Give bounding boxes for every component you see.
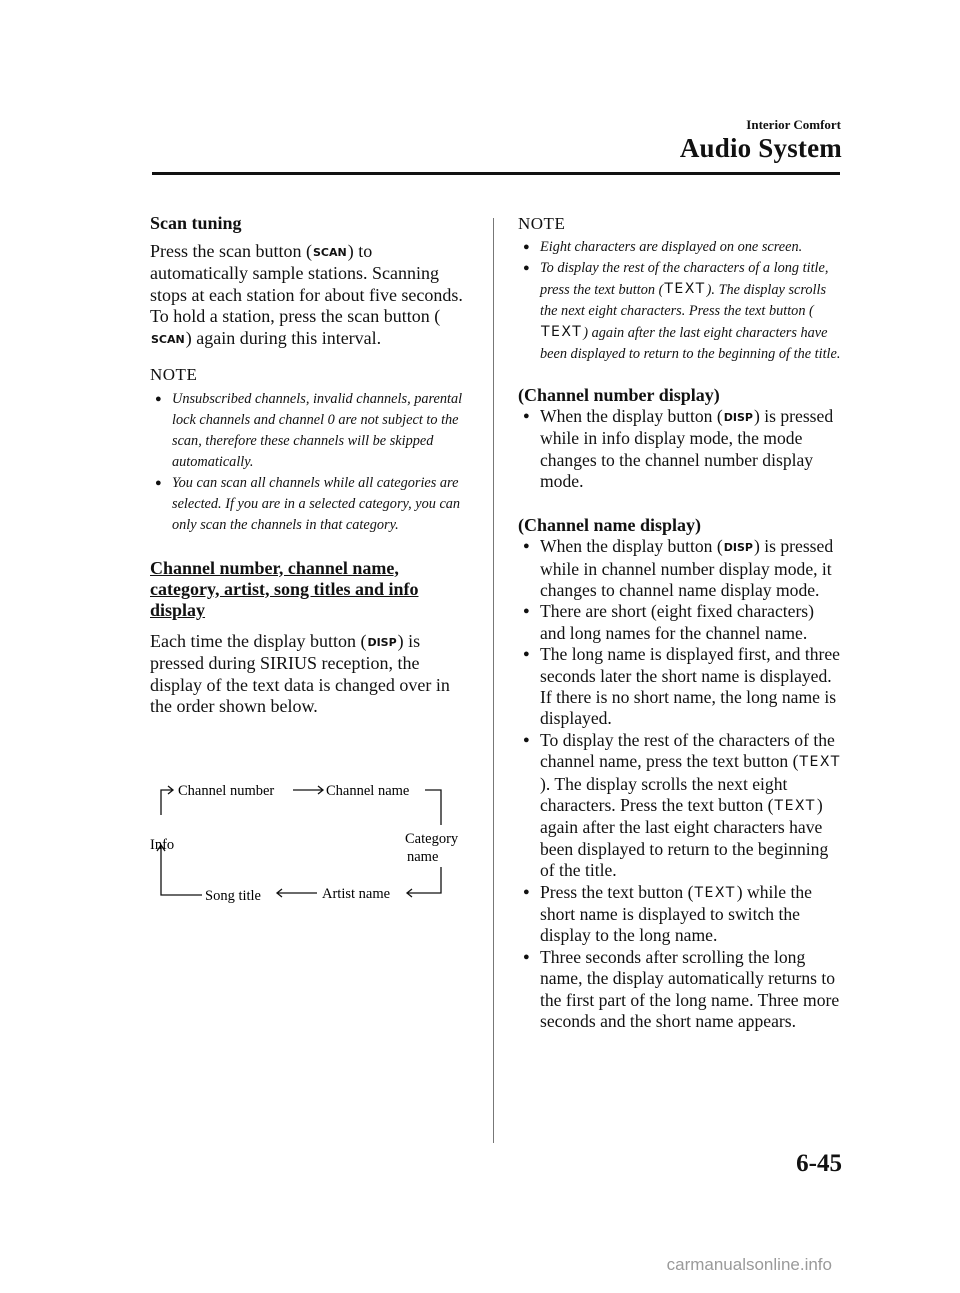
note-item: ● Eight characters are displayed on one screen.: [518, 237, 843, 258]
bullet-icon: ●: [523, 733, 530, 746]
note-item: ● Unsubscribed channels, invalid channels, parental lock channels and channel 0 are not subject to the scan, therefore these channels will be skipped automatically.: [155, 390, 463, 470]
bullet-icon: ●: [523, 261, 530, 274]
column-divider: [493, 218, 494, 1143]
label-channel-number: Channel number: [178, 783, 275, 799]
label-channel-name: Channel name: [326, 783, 410, 799]
disp-button-icon: DISP: [723, 541, 753, 555]
bullet-icon: ●: [523, 648, 530, 661]
bullet-icon: ●: [155, 476, 162, 489]
label-artist-name: Artist name: [322, 886, 391, 902]
page-number: 6-45: [796, 1150, 842, 1177]
header-divider: [152, 172, 840, 175]
list-item: ● Press the text button (TEXT) while the short name is displayed to switch the display to the long name.: [523, 881, 812, 946]
bullet-icon: ●: [523, 240, 530, 253]
label-info: Info: [150, 837, 175, 853]
bullet-icon: ●: [523, 540, 530, 553]
list-item: ● To display the rest of the characters of the channel name, press the text button (TEXT). The display scrolls the next eight characters. Press the text button (TEXT) again after the last eight characters have been displayed to return to the beginning of the title.: [523, 729, 841, 881]
bullet-icon: ●: [523, 885, 530, 898]
label-category-line1: Category: [405, 831, 459, 847]
display-cycle-diagram: [145, 775, 475, 915]
label-category-line2: name: [407, 849, 439, 865]
note-item: ● You can scan all channels while all categories are selected. If you are in a selected category, you can only scan the channels in that category.: [155, 474, 461, 533]
list-item: ● There are short (eight fixed characters) and long names for the channel name.: [523, 601, 815, 643]
right-column: [518, 213, 843, 1032]
scan-tuning-heading: Scan tuning: [150, 213, 242, 233]
disp-button-icon: DISP: [367, 635, 397, 649]
display-paragraph: Each time the display button (DISP) is pressed during SIRIUS reception, the display of the text data is changed over in the order shown below.: [150, 630, 450, 716]
text-button-icon: TEXT: [664, 280, 706, 297]
scan-button-icon: SCAN: [151, 332, 185, 346]
label-category: [405, 831, 459, 865]
channel-number-heading: (Channel number display): [518, 384, 720, 405]
left-column: [150, 213, 472, 718]
text-notes: [518, 237, 843, 365]
bullet-icon: ●: [523, 605, 530, 618]
arrow-info-to-channel-number: [161, 790, 173, 815]
scan-notes: [150, 389, 472, 536]
note-item: ● To display the rest of the characters of a long title, press the text button (TEXT). The display scrolls the next eight characters. Press the text button (TEXT) again after the last eight characters have been displayed to return to the beginning of the title.: [523, 259, 841, 362]
page-title: Audio System: [679, 133, 842, 163]
list-item: ● When the display button (DISP) is pressed while in info display mode, the mode changes to the channel number display mode.: [523, 406, 834, 492]
text-button-icon: TEXT: [799, 754, 841, 771]
text-button-icon: TEXT: [774, 798, 816, 814]
arrow-name-to-category: [425, 790, 441, 825]
section-label: Interior Comfort: [746, 117, 841, 132]
list-item: ● Three seconds after scrolling the long name, the display automatically returns to the first part of the long name. Three more seconds and the short name appears.: [523, 946, 840, 1032]
note-title: NOTE: [150, 365, 198, 384]
channel-name-heading: (Channel name display): [518, 514, 702, 535]
bullet-icon: ●: [155, 392, 162, 405]
channel-name-items: [518, 536, 843, 1032]
watermark: carmanualsonline.info: [666, 1255, 832, 1274]
scan-button-icon: SCAN: [312, 245, 347, 259]
channel-number-items: [518, 406, 843, 493]
scan-tuning-paragraph: Press the scan button (SCAN) to automatically sample stations. Scanning stops at each station for about five seconds. To hold a station, press the scan button (SCAN) again during this interval.: [150, 241, 472, 351]
list-item: ● The long name is displayed first, and three seconds later the short name is displayed. If there is no short name, the long name is displayed.: [523, 644, 840, 729]
bullet-icon: ●: [523, 410, 530, 422]
list-item: ● When the display button (DISP) is pressed while in channel number display mode, it changes to channel name display mode.: [523, 536, 834, 600]
disp-button-icon: DISP: [723, 411, 753, 424]
text-button-icon: TEXT: [694, 884, 736, 901]
text-button-icon: TEXT: [541, 323, 583, 340]
label-song-title: Song title: [205, 888, 261, 904]
note-title: NOTE: [518, 214, 566, 233]
arrow-category-to-artist: [407, 867, 441, 893]
bullet-icon: ●: [523, 950, 530, 963]
display-heading: Channel number, channel name, category, artist, song titles and info display: [150, 557, 419, 620]
